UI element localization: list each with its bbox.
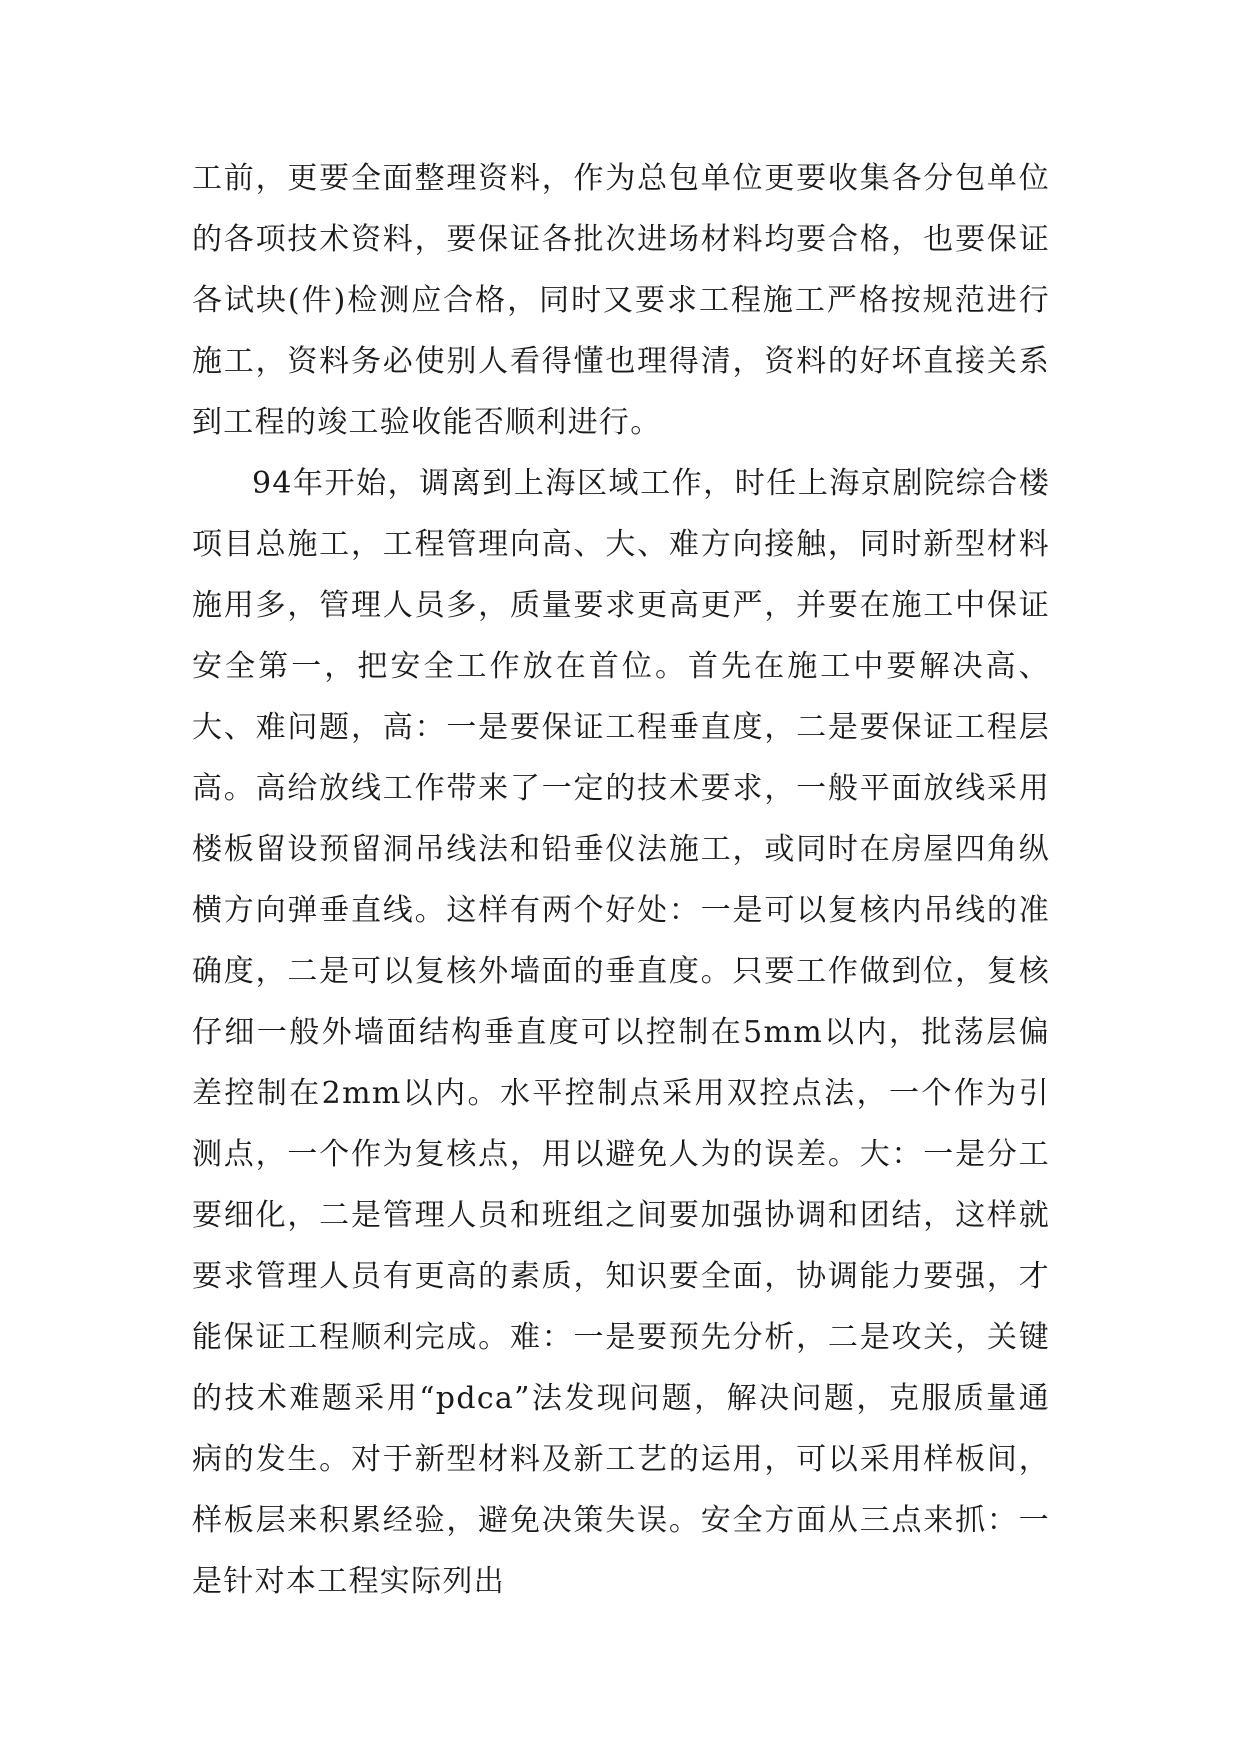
document-page [192, 148, 1050, 1612]
paragraph-1: 工前，更要全面整理资料，作为总包单位更要收集各分包单位的各项技术资料，要保证各批次进场材料均要合格，也要保证各试块(件)检测应合格，同时又要求工程施工严格按规范进行施工，资料务必使别人看得懂也理得清，资料的好坏直接关系到工程的竣工验收能否顺利进行。 [192, 161, 1050, 440]
paragraph-2: 94年开始，调离到上海区域工作，时任上海京剧院综合楼项目总施工，工程管理向高、大、难方向接触，同时新型材料施用多，管理人员多，质量要求更高更严，并要在施工中保证安全第一，把安全工作放在首位。首先在施工中要解决高、大、难问题，高：一是要保证工程垂直度，二是要保证工程层高。高给放线工作带来了一定的技术要求，一般平面放线采用楼板留设预留洞吊线法和铅垂仪法施工，或同时在房屋四角纵横方向弹垂直线。这样有两个好处：一是可以复核内吊线的准确度，二是可以复核外墙面的垂直度。只要工作做到位，复核仔细一般外墙面结构垂直度可以控制在5mm以内，批荡层偏差控制在2mm以内。水平控制点采用双控点法，一个作为引测点，一个作为复核点，用以避免人为的误差。大：一是分工要细化，二是管理人员和班组之间要加强协调和团结，这样就要求管理人员有更高的素质，知识要全面，协调能力要强，才能保证工程顺利完成。难：一是要预先分析，二是攻关，关键的技术难题采用“pdca”法发现问题，解决问题，克服质量通病的发生。对于新型材料及新工艺的运用，可以采用样板间，样板层来积累经验，避免决策失误。安全方面从三点来抓：一是针对本工程实际列出 [192, 466, 1050, 1599]
